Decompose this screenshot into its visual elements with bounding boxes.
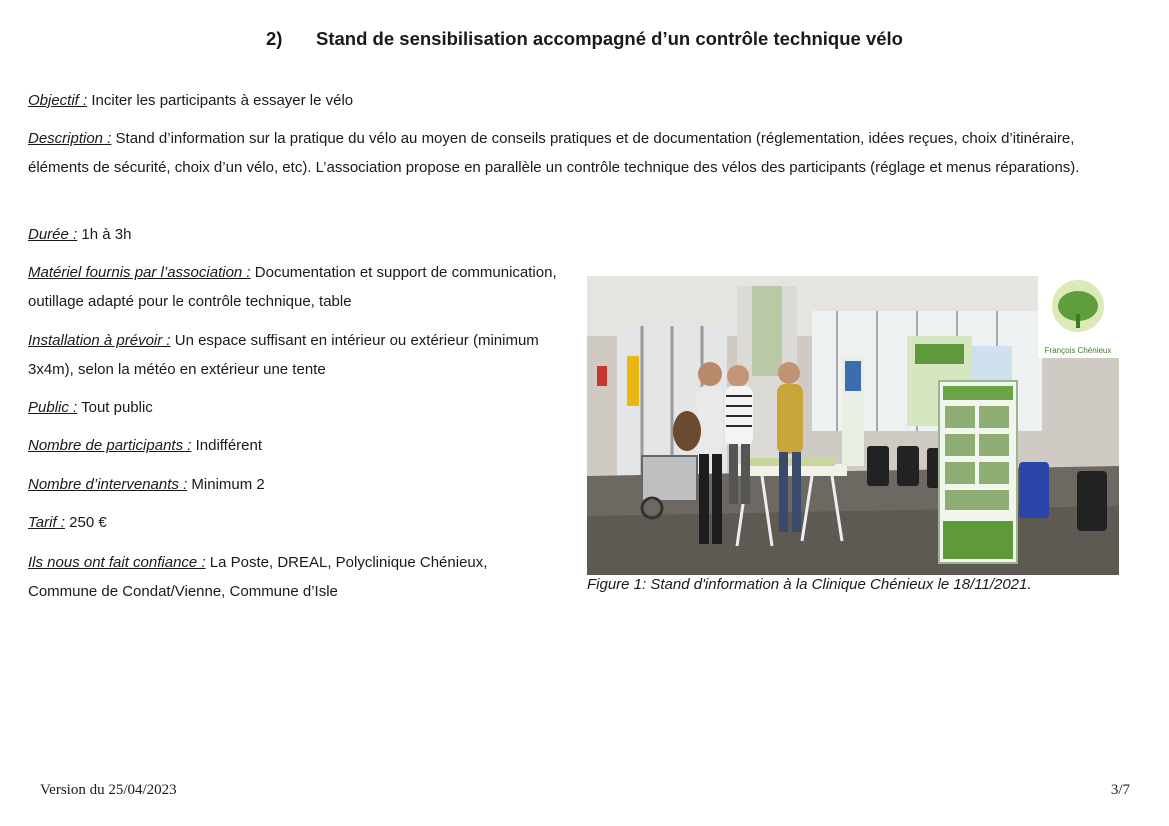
field-value: La Poste, DREAL, Polyclinique Chénieux, Commune de Condat/Vienne, Commune d’Isle	[28, 554, 488, 600]
footer-version: Version du 25/04/2023	[40, 782, 177, 798]
stand-photo	[587, 276, 1119, 575]
field-public	[28, 393, 153, 422]
footer-page-number: 3/7	[1110, 782, 1130, 798]
figure-caption: Figure 1: Stand d'information à la Clinique Chénieux le 18/11/2021.	[587, 576, 1032, 593]
field-label: Objectif :	[28, 92, 88, 109]
section-number: 2)	[266, 28, 283, 49]
field-duree	[28, 220, 131, 249]
field-value: Minimum 2	[187, 476, 265, 493]
field-label: Durée :	[28, 226, 78, 243]
field-label: Nombre d’intervenants :	[28, 476, 188, 493]
field-label: Installation à prévoir :	[28, 332, 171, 349]
field-objectif	[28, 86, 353, 115]
field-materiel	[28, 258, 558, 316]
field-confiance	[28, 548, 558, 606]
field-intervenants	[28, 470, 265, 499]
field-participants	[28, 431, 262, 460]
logo-text: François Chénieux	[1044, 346, 1112, 355]
field-description	[28, 124, 1138, 182]
section-title-text: Stand de sensibilisation accompagné d’un contrôle technique vélo	[316, 28, 903, 49]
field-tarif	[28, 508, 107, 537]
field-label: Matériel fournis par l’association :	[28, 264, 251, 281]
field-value: 250 €	[64, 514, 107, 531]
field-label: Tarif :	[28, 514, 65, 531]
field-value: Tout public	[77, 399, 153, 416]
field-label: Public :	[28, 399, 78, 416]
field-value: Stand d’information sur la pratique du vélo au moyen de conseils pratiques et de documentation (réglementation, idées reçues, choix d’itinéraire, éléments de sécurité, choix d’un vélo, etc). L’association propose en parallèle un contrôle technique des vélos des participants (réglage et menus réparations).	[28, 130, 1080, 176]
field-value: Inciter les participants à essayer le vélo	[87, 92, 354, 109]
field-value: 1h à 3h	[77, 226, 132, 243]
field-label: Nombre de participants :	[28, 437, 192, 454]
field-label: Ils nous ont fait confiance :	[28, 554, 206, 571]
section-title	[0, 28, 1169, 50]
field-value: Indifférent	[191, 437, 263, 454]
field-value: Un espace suffisant en intérieur ou extérieur (minimum 3x4m), selon la météo en extérieur une tente	[28, 332, 539, 378]
field-label: Description :	[28, 130, 112, 147]
field-value: Documentation et support de communication, outillage adapté pour le contrôle technique, table	[28, 264, 557, 310]
field-installation	[28, 326, 558, 384]
